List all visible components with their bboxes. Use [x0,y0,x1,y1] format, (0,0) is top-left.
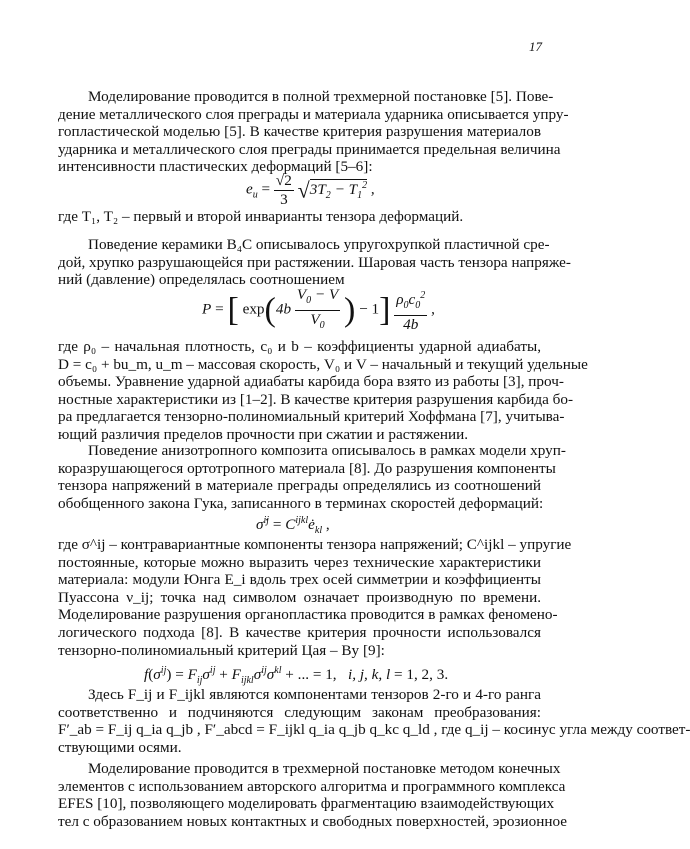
text-line: Моделирование проводится в трехмерной постановке методом конечных [88,760,561,777]
paragraph-5 [58,442,566,512]
paragraph-3 [58,236,571,289]
text-line: объемы. Уравнение ударной адиабаты карбида бора взято из работы [3], проч- [58,373,564,391]
paragraph-6 [58,536,572,659]
text-line: обобщенного закона Гука, записанного в терминах скоростей деформаций: [58,494,544,512]
text-line: Здесь F_ij и F_ijkl являются компонентами тензоров 2-го и 4-го ранга [88,686,541,703]
text-line: дение металлического слоя преграды и материала ударника описывается упру- [58,105,569,123]
text-line: логического подхода [8]. В качестве критерия прочности использовался [58,623,541,641]
text-line: EFES [10], позволяющего моделировать фрагментацию взаимодействующих [58,795,555,813]
text-line: F′_ab = F_ij q_ia q_jb , F′_abcd = F_ijkl q_ia q_jb q_kc q_ld , где q_ij – косинус угла между соответ- [58,721,690,739]
text-line: интенсивности пластических деформаций [5–6]: [58,158,373,176]
page-number: 17 [529,39,542,54]
formula-pressure: P = [ exp(4b $\frac{V_0 - V}{V_0}$ ) − 1] $\frac{\rho_0c_0^2}{4b}$ , [202,286,435,333]
text-line: Моделирование разрушения органопластика проводится в рамках феномено- [58,606,558,624]
formula-hooke: σ̇$^{ij}$ = $C^{ijkl}ė_{kl}$ , [256,515,330,537]
text-line: элементов с использованием авторского алгоритма и программного комплекса [58,777,566,795]
text-line: Поведение керамики B₄C описывалось упругохрупкой пластичной сре- [88,236,550,253]
text-line: где σ^ij – контравариантные компоненты тензора напряжений; C^ijkl – упругие [58,536,572,553]
paragraph-2 [58,208,541,226]
text-line: ствующими осями. [58,738,182,756]
text-line: коразрушающегося ортотропного материала [8]. До разрушения компоненты [58,459,556,477]
paragraph-7 [58,686,690,756]
text-line: тензорно-полиномиальный критерий Цая – By [9]: [58,641,385,659]
text-line: ра предлагается тензорно-полиномиальный критерий Хоффмана [7], учитыва- [58,408,565,426]
formula-eu: $e_u$ = $\frac{√2}{3}$ $√3T_2 - T_1^2$ , [246,172,375,208]
text-line: тензора напряжений в материале преграды определялись из соотношений [58,477,541,495]
paragraph-4 [58,338,588,444]
text-line: ударника и металлического слоя преграды принимается предельная величина [58,140,561,158]
text-line: тел с образованием новых контактных и свободных поверхностей, эрозионное [58,812,568,830]
text-line: Пуассона ν_ij; точка над символом означает производную по времени. [58,588,541,606]
text-line: соответственно и подчиняются следующим законам преобразования: [58,703,541,721]
text-line: ний (давление) определялась соотношением [58,271,345,289]
text-line: ющий различия пределов прочности при сжатии и растяжении. [58,425,469,443]
text-line: гопластической моделью [5]. В качестве критерия разрушения материалов [58,123,541,141]
paragraph-1 [58,88,569,176]
text-line: постоянные, которые можно выразить через технические характеристики [58,553,541,571]
text-line: ностные характеристики из [1–2]. В качестве критерия разрушения карбида бо- [58,390,574,408]
text-line: D = c₀ + bu_m, u_m – массовая скорость, V₀ и V – начальный и текущий удельные [58,355,588,373]
text-line: материала: модули Юнга E_i вдоль трех осей симметрии и коэффициенты [58,571,541,589]
paragraph-8 [58,760,568,830]
text-line: Моделирование проводится в полной трехмерной постановке [5]. Пове- [88,88,554,105]
text-line: где ρ₀ – начальная плотность, c₀ и b – коэффициенты ударной адиабаты, [58,338,541,355]
text-line: Поведение анизотропного композита описывалось в рамках модели хруп- [88,442,566,459]
text-line: где T₁, T₂ – первый и второй инварианты тензора деформаций. [58,208,464,225]
text-line: дой, хрупко разрушающейся при растяжении. Шаровая часть тензора напряже- [58,253,571,271]
formula-tsai-wu: $f(\sigma^{ij}) = F_{ij}\sigma^{ij} + F_{ijkl}\sigma^{ij}\sigma^{kl}$ + ... = 1, i, j, k, l = 1, 2, 3. [144,665,449,687]
